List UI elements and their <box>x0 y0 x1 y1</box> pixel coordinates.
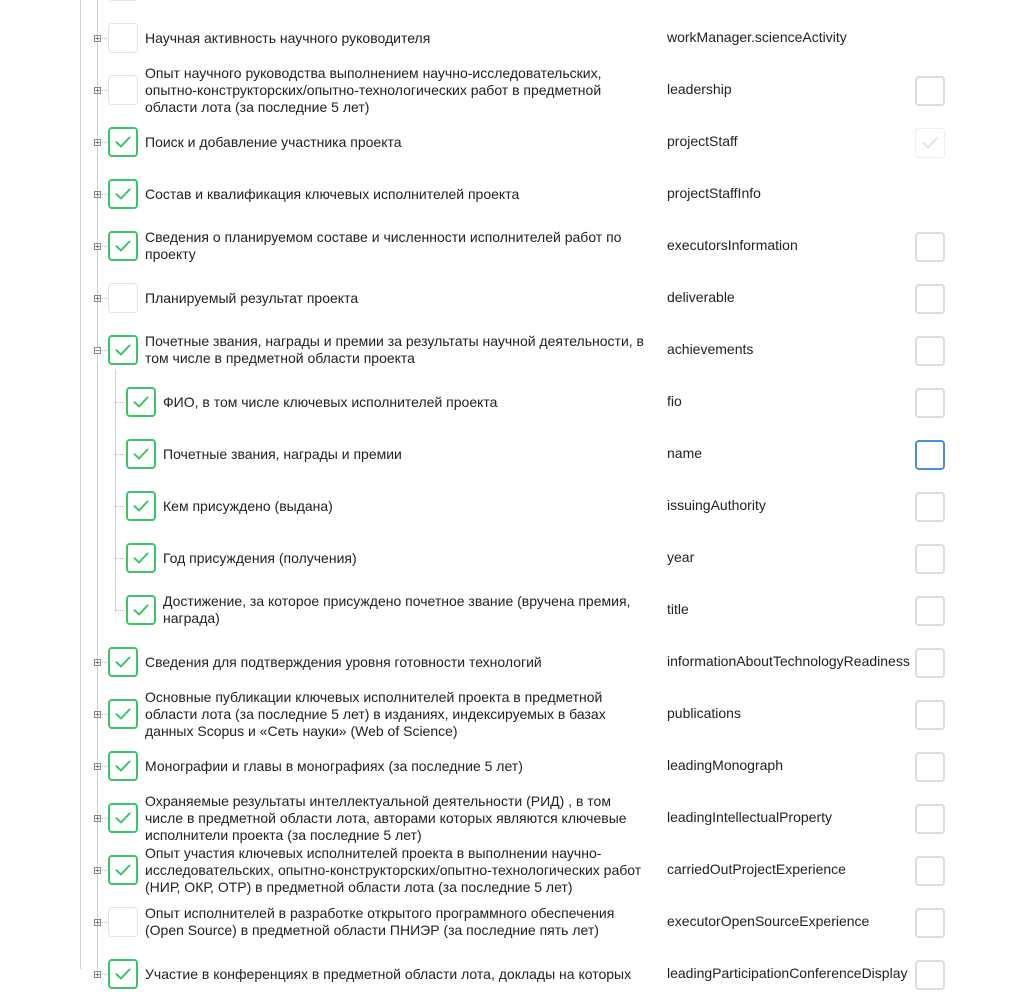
include-checkbox[interactable] <box>108 23 138 53</box>
include-checkbox[interactable] <box>108 283 138 313</box>
tree-row <box>0 428 1009 480</box>
field-key: executorOpenSourceExperience <box>667 913 870 929</box>
tree-row <box>0 0 1009 12</box>
field-label: Научная активность научного руководителя <box>145 29 431 46</box>
tree-connector <box>115 506 125 507</box>
include-checkbox[interactable] <box>126 595 156 625</box>
tree-connector <box>115 402 125 403</box>
field-key: leadingParticipationConferenceDisplay <box>667 965 908 981</box>
required-checkbox[interactable] <box>915 544 945 574</box>
expand-toggle-icon[interactable]: + <box>95 34 100 43</box>
field-key: fio <box>667 393 682 409</box>
expand-toggle-icon[interactable]: + <box>95 138 100 147</box>
check-icon <box>133 448 149 460</box>
tree-row <box>0 168 1009 220</box>
required-checkbox[interactable] <box>915 596 945 626</box>
include-checkbox[interactable] <box>108 647 138 677</box>
tree-row <box>0 948 1009 1000</box>
field-label: Состав и квалификация ключевых исполнителей проекта <box>145 185 520 202</box>
check-icon <box>133 552 149 564</box>
required-checkbox[interactable] <box>915 232 945 262</box>
expand-toggle-icon[interactable]: + <box>95 918 100 927</box>
expand-toggle-icon[interactable]: + <box>95 762 100 771</box>
include-checkbox[interactable] <box>108 803 138 833</box>
expand-toggle-icon[interactable]: + <box>95 710 100 719</box>
required-checkbox[interactable] <box>915 76 945 106</box>
check-icon <box>115 812 131 824</box>
include-checkbox[interactable] <box>108 231 138 261</box>
field-key: achievements <box>667 341 754 357</box>
required-checkbox[interactable] <box>915 284 945 314</box>
include-checkbox[interactable] <box>108 127 138 157</box>
field-key: projectStaff <box>667 133 738 149</box>
tree-row <box>0 896 1009 948</box>
check-icon <box>133 500 149 512</box>
required-checkbox[interactable] <box>915 440 945 470</box>
field-label: Поиск и добавление участника проекта <box>145 133 402 150</box>
field-label: Сведения о планируемом составе и численности исполнителей работ по проекту <box>145 229 622 262</box>
expand-toggle-icon[interactable]: + <box>95 866 100 875</box>
expand-toggle-icon[interactable]: + <box>95 242 100 251</box>
check-icon <box>115 344 131 356</box>
field-label: Сведения для подтверждения уровня готовности технологий <box>145 653 542 670</box>
include-checkbox[interactable] <box>126 543 156 573</box>
field-label: Опыт участия ключевых исполнителей проекта в выполнении научно-исследовательских, опытно-конструкторских/опытно-технологических работ (НИР, ОКР, ОТР) в предметной области лота (за последние 5 лет) <box>145 844 642 895</box>
include-checkbox[interactable] <box>108 0 138 1</box>
required-checkbox[interactable] <box>915 960 945 990</box>
include-checkbox[interactable] <box>108 179 138 209</box>
tree-row <box>0 64 1009 116</box>
include-checkbox[interactable] <box>108 907 138 937</box>
tree-row <box>0 480 1009 532</box>
field-label: Планируемый результат проекта <box>145 289 359 306</box>
required-checkbox <box>915 128 945 158</box>
tree-row <box>0 584 1009 636</box>
expand-toggle-icon[interactable]: + <box>95 814 100 823</box>
field-key: leadership <box>667 81 732 97</box>
tree-row <box>0 636 1009 688</box>
field-label: Почетные звания, награды и премии за результаты научной деятельности, в том числе в предметной области проекта <box>145 333 644 366</box>
tree-connector <box>115 558 125 559</box>
tree-row <box>0 688 1009 740</box>
field-key: workManager.scienceActivity <box>667 29 847 45</box>
field-label: Опыт научного руководства выполнением научно-исследовательских, опытно-конструкторских/опытно-технологических работ в предметной области лота (за последние 5 лет) <box>145 64 602 115</box>
tree-row <box>0 272 1009 324</box>
collapse-toggle-icon[interactable]: − <box>95 346 100 355</box>
check-icon <box>115 656 131 668</box>
required-checkbox[interactable] <box>915 336 945 366</box>
field-key: executorsInformation <box>667 237 798 253</box>
field-label: Основные публикации ключевых исполнителей проекта в предметной области лота (за последние 5 лет) в изданиях, индексируемых в базах данных Scopus и «Сеть науки» (Web of Science) <box>145 688 606 739</box>
field-key: informationAboutTechnologyReadiness <box>667 653 910 669</box>
field-label: Монографии и главы в монографиях (за последние 5 лет) <box>145 757 523 774</box>
tree-row <box>0 740 1009 792</box>
include-checkbox[interactable] <box>108 75 138 105</box>
tree-connector <box>115 610 125 611</box>
required-checkbox[interactable] <box>915 492 945 522</box>
field-key: issuingAuthority <box>667 497 766 513</box>
field-key: year <box>667 549 695 565</box>
tree-connector <box>115 454 125 455</box>
field-key: leadingIntellectualProperty <box>667 809 832 825</box>
include-checkbox[interactable] <box>126 491 156 521</box>
expand-toggle-icon[interactable]: + <box>95 970 100 979</box>
tree-row <box>0 376 1009 428</box>
required-checkbox[interactable] <box>915 388 945 418</box>
field-label: Охраняемые результаты интеллектуальной деятельности (РИД) , в том числе в предметной области лота, авторами которых являются ключевые исполнители проекта (за последние 5 лет) <box>145 792 627 843</box>
field-key: projectStaffInfo <box>667 185 761 201</box>
field-label: Почетные звания, награды и премии <box>163 445 402 462</box>
include-checkbox[interactable] <box>108 855 138 885</box>
required-checkbox[interactable] <box>915 908 945 938</box>
include-checkbox[interactable] <box>108 959 138 989</box>
check-icon <box>115 864 131 876</box>
field-key: carriedOutProjectExperience <box>667 861 846 877</box>
required-checkbox[interactable] <box>915 700 945 730</box>
tree-row <box>0 844 1009 896</box>
include-checkbox[interactable] <box>108 335 138 365</box>
field-key: title <box>667 601 689 617</box>
field-key: name <box>667 445 703 461</box>
expand-toggle-icon[interactable]: + <box>95 294 100 303</box>
include-checkbox[interactable] <box>108 751 138 781</box>
include-checkbox[interactable] <box>126 439 156 469</box>
tree-row <box>0 532 1009 584</box>
field-key: deliverable <box>667 289 735 305</box>
tree-row <box>0 116 1009 168</box>
field-label: Опыт исполнителей в разработке открытого программного обеспечения (Open Source) в предметной области ПНИЭР (за последние пять лет) <box>145 905 615 938</box>
tree-row <box>0 12 1009 64</box>
expand-toggle-icon[interactable]: + <box>95 190 100 199</box>
expand-toggle-icon[interactable]: + <box>95 658 100 667</box>
check-icon <box>133 604 149 616</box>
check-icon <box>115 708 131 720</box>
check-icon <box>115 136 131 148</box>
expand-toggle-icon[interactable]: + <box>95 86 100 95</box>
required-checkbox[interactable] <box>915 856 945 886</box>
check-icon <box>922 137 938 149</box>
field-label: Кем присуждено (выдана) <box>163 497 333 514</box>
field-label: Участие в конференциях в предметной области лота, доклады на которых <box>145 965 632 982</box>
field-key: leadingMonograph <box>667 757 783 773</box>
tree-row <box>0 220 1009 272</box>
check-icon <box>133 396 149 408</box>
check-icon <box>115 760 131 772</box>
field-label: Достижение, за которое присуждено почетное звание (вручена премия, награда) <box>163 593 631 626</box>
required-checkbox[interactable] <box>915 804 945 834</box>
check-icon <box>115 240 131 252</box>
include-checkbox[interactable] <box>126 387 156 417</box>
required-checkbox[interactable] <box>915 752 945 782</box>
field-label: ФИО, в том числе ключевых исполнителей проекта <box>163 393 498 410</box>
required-checkbox[interactable] <box>915 648 945 678</box>
field-key: publications <box>667 705 741 721</box>
check-icon <box>115 968 131 980</box>
field-label: Год присуждения (получения) <box>163 549 357 566</box>
tree-row <box>0 324 1009 376</box>
check-icon <box>115 188 131 200</box>
include-checkbox[interactable] <box>108 699 138 729</box>
tree-row <box>0 792 1009 844</box>
